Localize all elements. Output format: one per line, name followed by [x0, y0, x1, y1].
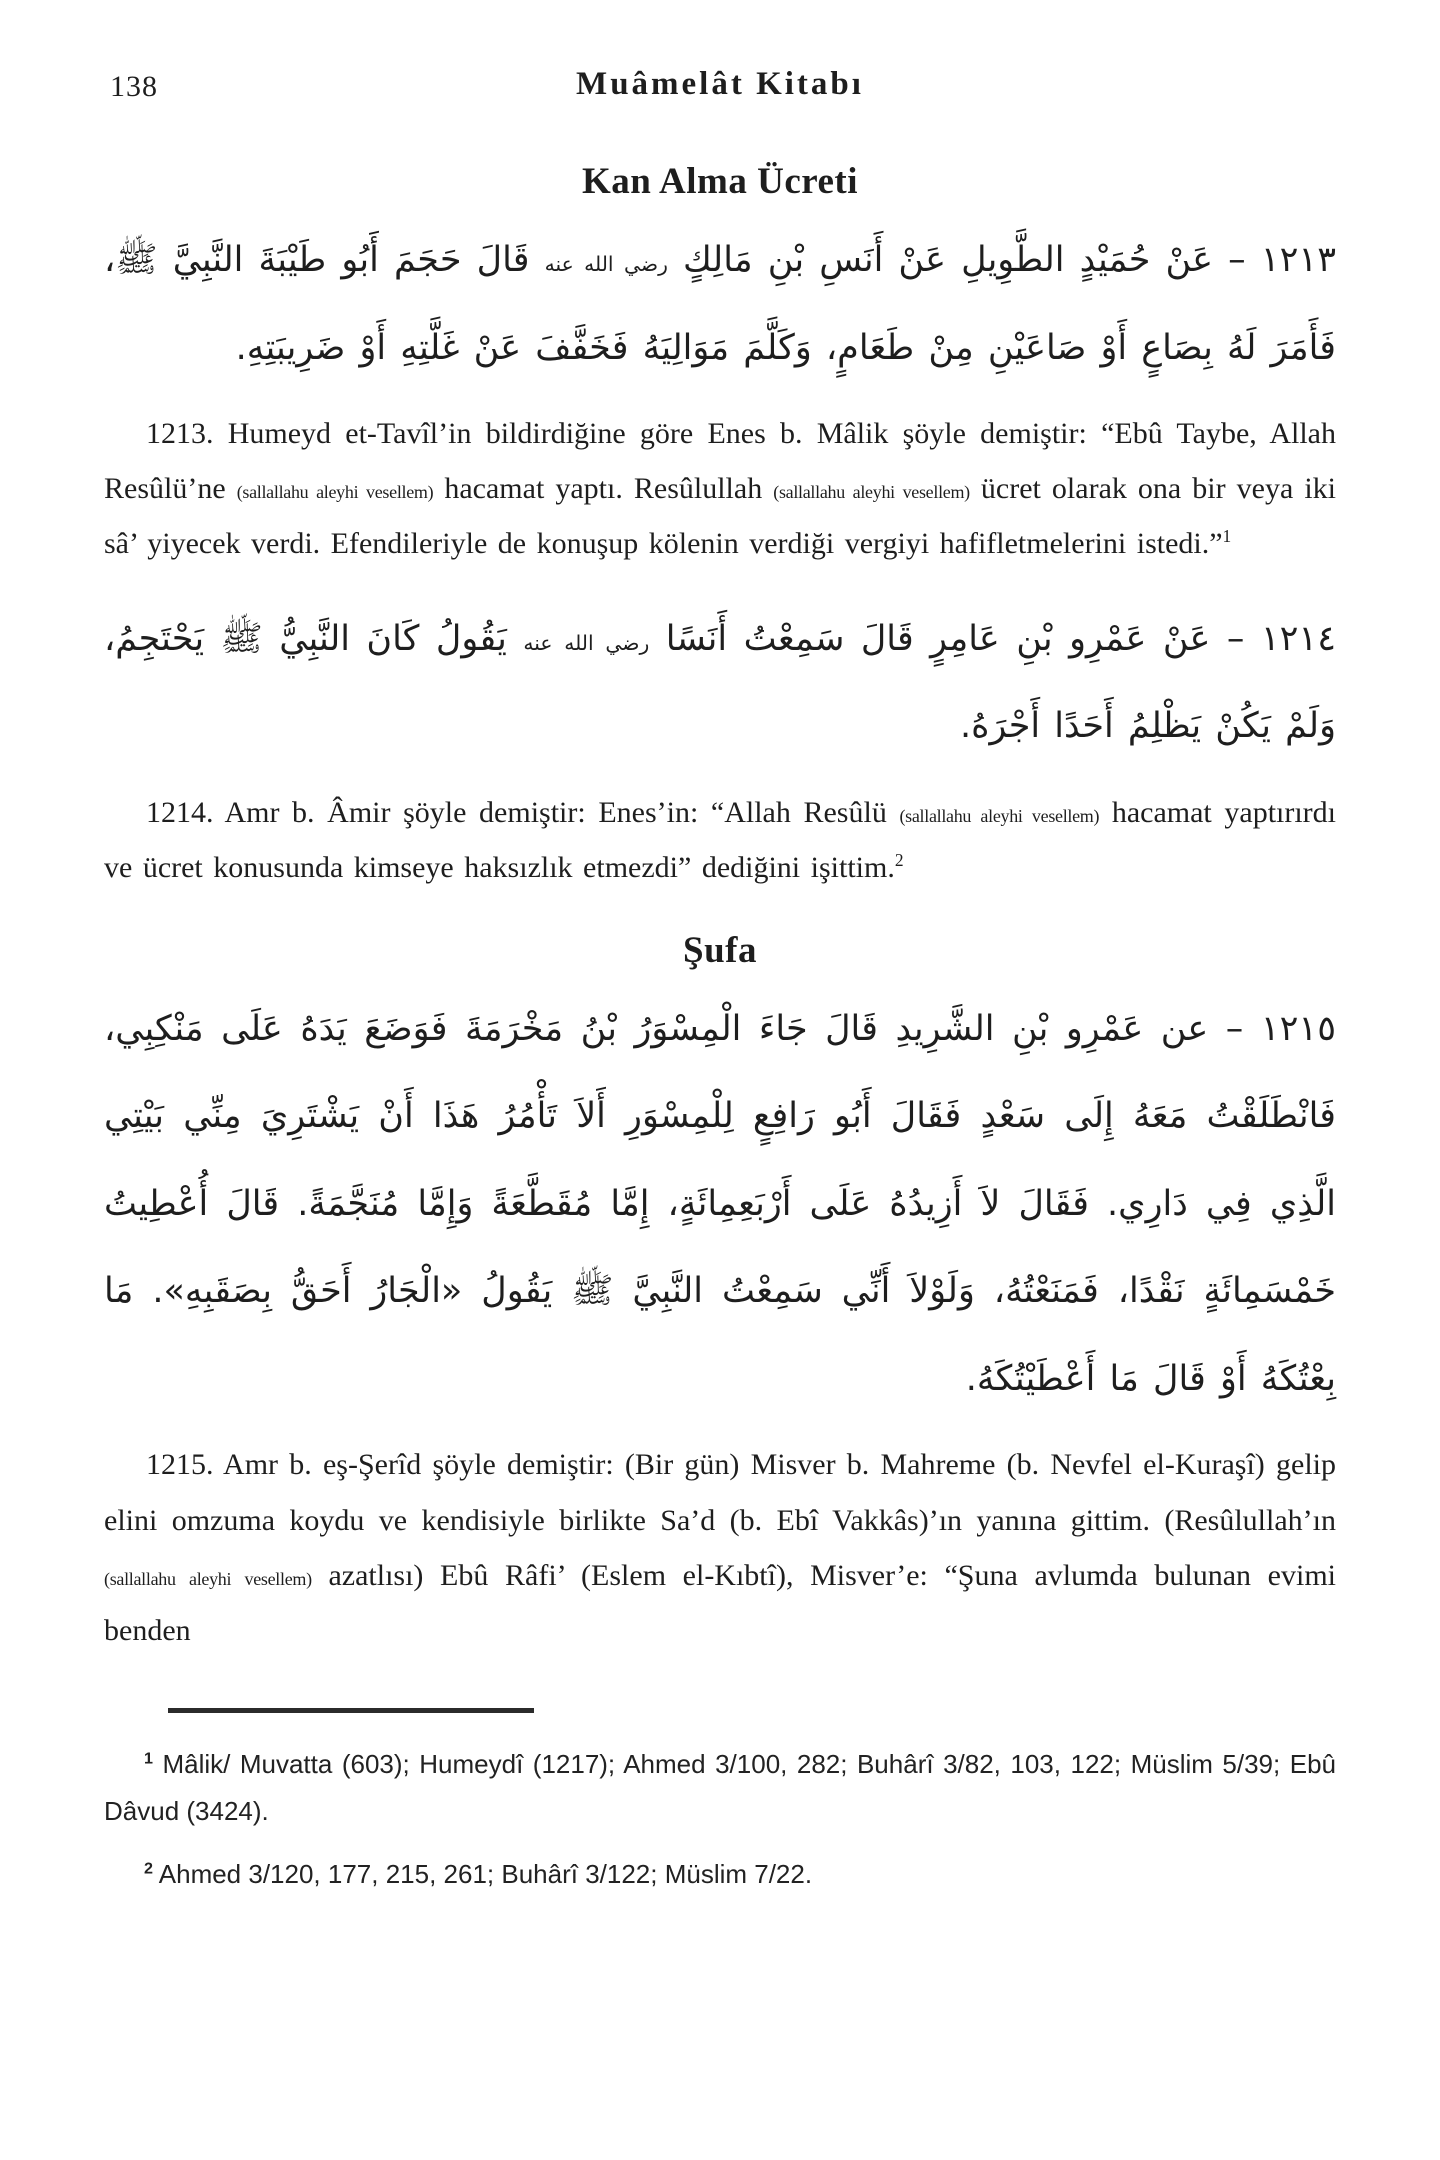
hadith-1214-arabic-text [104, 596, 1336, 771]
footnote-2 [104, 1851, 1336, 1898]
sallallahu-parenthetical: (sallallahu aleyhi vesellem) [773, 482, 970, 503]
sallallahu-parenthetical: (sallallahu aleyhi vesellem) [104, 1568, 312, 1589]
hadith-1215-tr-segment: azatlısı) Ebû Râfi’ (Eslem el-Kıbtî), Misver’e: “Şuna avlumda bulunan evimi benden [104, 1558, 1336, 1647]
hadith-1213-tr-segment: hacamat yaptı. Resûlullah [444, 472, 763, 506]
hadith-1213-translation [104, 406, 1336, 572]
sallallahu-parenthetical: (sallallahu aleyhi vesellem) [899, 805, 1100, 826]
hadith-1214-arabic-post: يَقُولُ كَانَ النَّبِيُّ ﷺ يَحْتَجِمُ، وَلَمْ يَكُنْ يَظْلِمُ أَحَدًا أَجْرَهُ. [104, 618, 1336, 747]
hadith-1215-arabic: ١٢١٥ – عن عَمْرِو بْنِ الشَّرِيدِ قَالَ جَاءَ الْمِسْوَرُ بْنُ مَخْرَمَةَ فَوَضَعَ يَدَهُ عَلَى مَنْكِبِي، فَانْطَلَقْتُ مَعَهُ إِلَى سَعْدٍ فَقَالَ أَبُو رَافِعٍ لِلْمِسْوَرِ أَلاَ تَأْمُرُ هَذَا أَنْ يَشْتَرِيَ مِنِّي بَيْتِي الَّذِي فِي دَارِي. فَقَالَ لاَ أَزِيدُهُ عَلَى أَرْبَعِمِائَةٍ، إِمَّا مُقَطَّعَةً وَإِمَّا مُنَجَّمَةً. قَالَ أُعْطِيتُ خَمْسَمِائَةٍ نَقْدًا، فَمَنَعْتُهُ، وَلَوْلاَ أَنِّي سَمِعْتُ النَّبِيَّ ﷺ يَقُولُ «الْجَارُ أَحَقُّ بِصَقَبِهِ». مَا بِعْتُكَهُ أَوْ قَالَ مَا أَعْطَيْتُكَهُ. [104, 1008, 1336, 1399]
footnote-separator-rule [168, 1708, 534, 1713]
hadith-1213-arabic-post: قَالَ حَجَمَ أَبُو طَيْبَةَ النَّبِيَّ ﷺ، فَأَمَرَ لَهُ بِصَاعٍ أَوْ صَاعَيْنِ مِنْ طَعَامٍ، وَكَلَّمَ مَوَالِيَهُ فَخَفَّفَ عَنْ غَلَّتِهِ أَوْ ضَرِيبَتِهِ. [104, 240, 1336, 368]
hadith-1215-arabic-text [104, 986, 1336, 1424]
footnote-reference-2: 2 [894, 849, 904, 870]
footnote-reference-1: 1 [1222, 526, 1232, 547]
hadith-1215-translation [104, 1437, 1336, 1658]
book-title: Muâmelât Kitabı [576, 66, 864, 102]
hadith-1215-tr-segment: 1215. Amr b. eş-Şerîd şöyle demiştir: (Bir gün) Misver b. Mahreme (b. Nevfel el-Kuraşî) gelip elini omzuma koydu ve kendisiyle birlikte Sa’d (b. Ebî Vakkâs)’ın yanına gittim. (Resûlullah’ın [104, 1448, 1336, 1537]
hadith-1213-arabic-text [104, 217, 1336, 392]
hadith-1214-tr-segment: 1214. Amr b. Âmir şöyle demiştir: Enes’in: “Allah Resûlü [146, 795, 887, 829]
hadith-1214-translation [104, 785, 1336, 895]
section-heading-kan-alma-ucreti: Kan Alma Ücreti [581, 161, 859, 202]
footnote-2-text: Ahmed 3/120, 177, 215, 261; Buhârî 3/122; Müslim 7/22. [158, 1858, 813, 1889]
hadith-1213-tr-segment: ücret olarak ona bir veya iki sâ’ yiyecek verdi. Efendileriyle de konuşup kölenin verdiği vergiyi hafifletmelerini istedi.” [104, 472, 1337, 561]
footnote-1-text: Mâlik/ Muvatta (603); Humeydî (1217); Ahmed 3/100, 282; Buhârî 3/82, 103, 122; Müslim 5/39; Ebû Dâvud (3424). [104, 1749, 1336, 1826]
radiallahu-anhu-mark: رضي الله عنه [544, 252, 668, 276]
radiallahu-anhu-mark: رضي الله عنه [523, 630, 650, 655]
hadith-1213-arabic-pre: ١٢١٣ – عَنْ حُمَيْدٍ الطَّوِيلِ عَنْ أَنَسِ بْنِ مَالِكٍ [683, 240, 1336, 280]
footnote-1-marker: 1 [144, 1749, 153, 1768]
footnote-1 [104, 1741, 1336, 1835]
page-header [104, 66, 1336, 112]
hadith-1214-tr-segment: hacamat yaptırırdı ve ücret konusunda kimseye haksızlık etmezdi” dediğini işittim. [104, 795, 1337, 884]
footnote-2-marker: 2 [144, 1859, 153, 1878]
page-number: 138 [110, 70, 158, 103]
section-heading-sufa: Şufa [683, 929, 757, 971]
book-page [104, 0, 1336, 1898]
hadith-1214-arabic-pre: ١٢١٤ – عَنْ عَمْرِو بْنِ عَامِرٍ قَالَ سَمِعْتُ أَنَسًا [665, 618, 1337, 659]
hadith-1213-tr-segment: 1213. Humeyd et-Tavîl’in bildirdiğine göre Enes b. Mâlik şöyle demiştir: “Ebû Taybe, Allah Resûlü’ne [104, 417, 1336, 506]
sallallahu-parenthetical: (sallallahu aleyhi vesellem) [236, 482, 434, 503]
